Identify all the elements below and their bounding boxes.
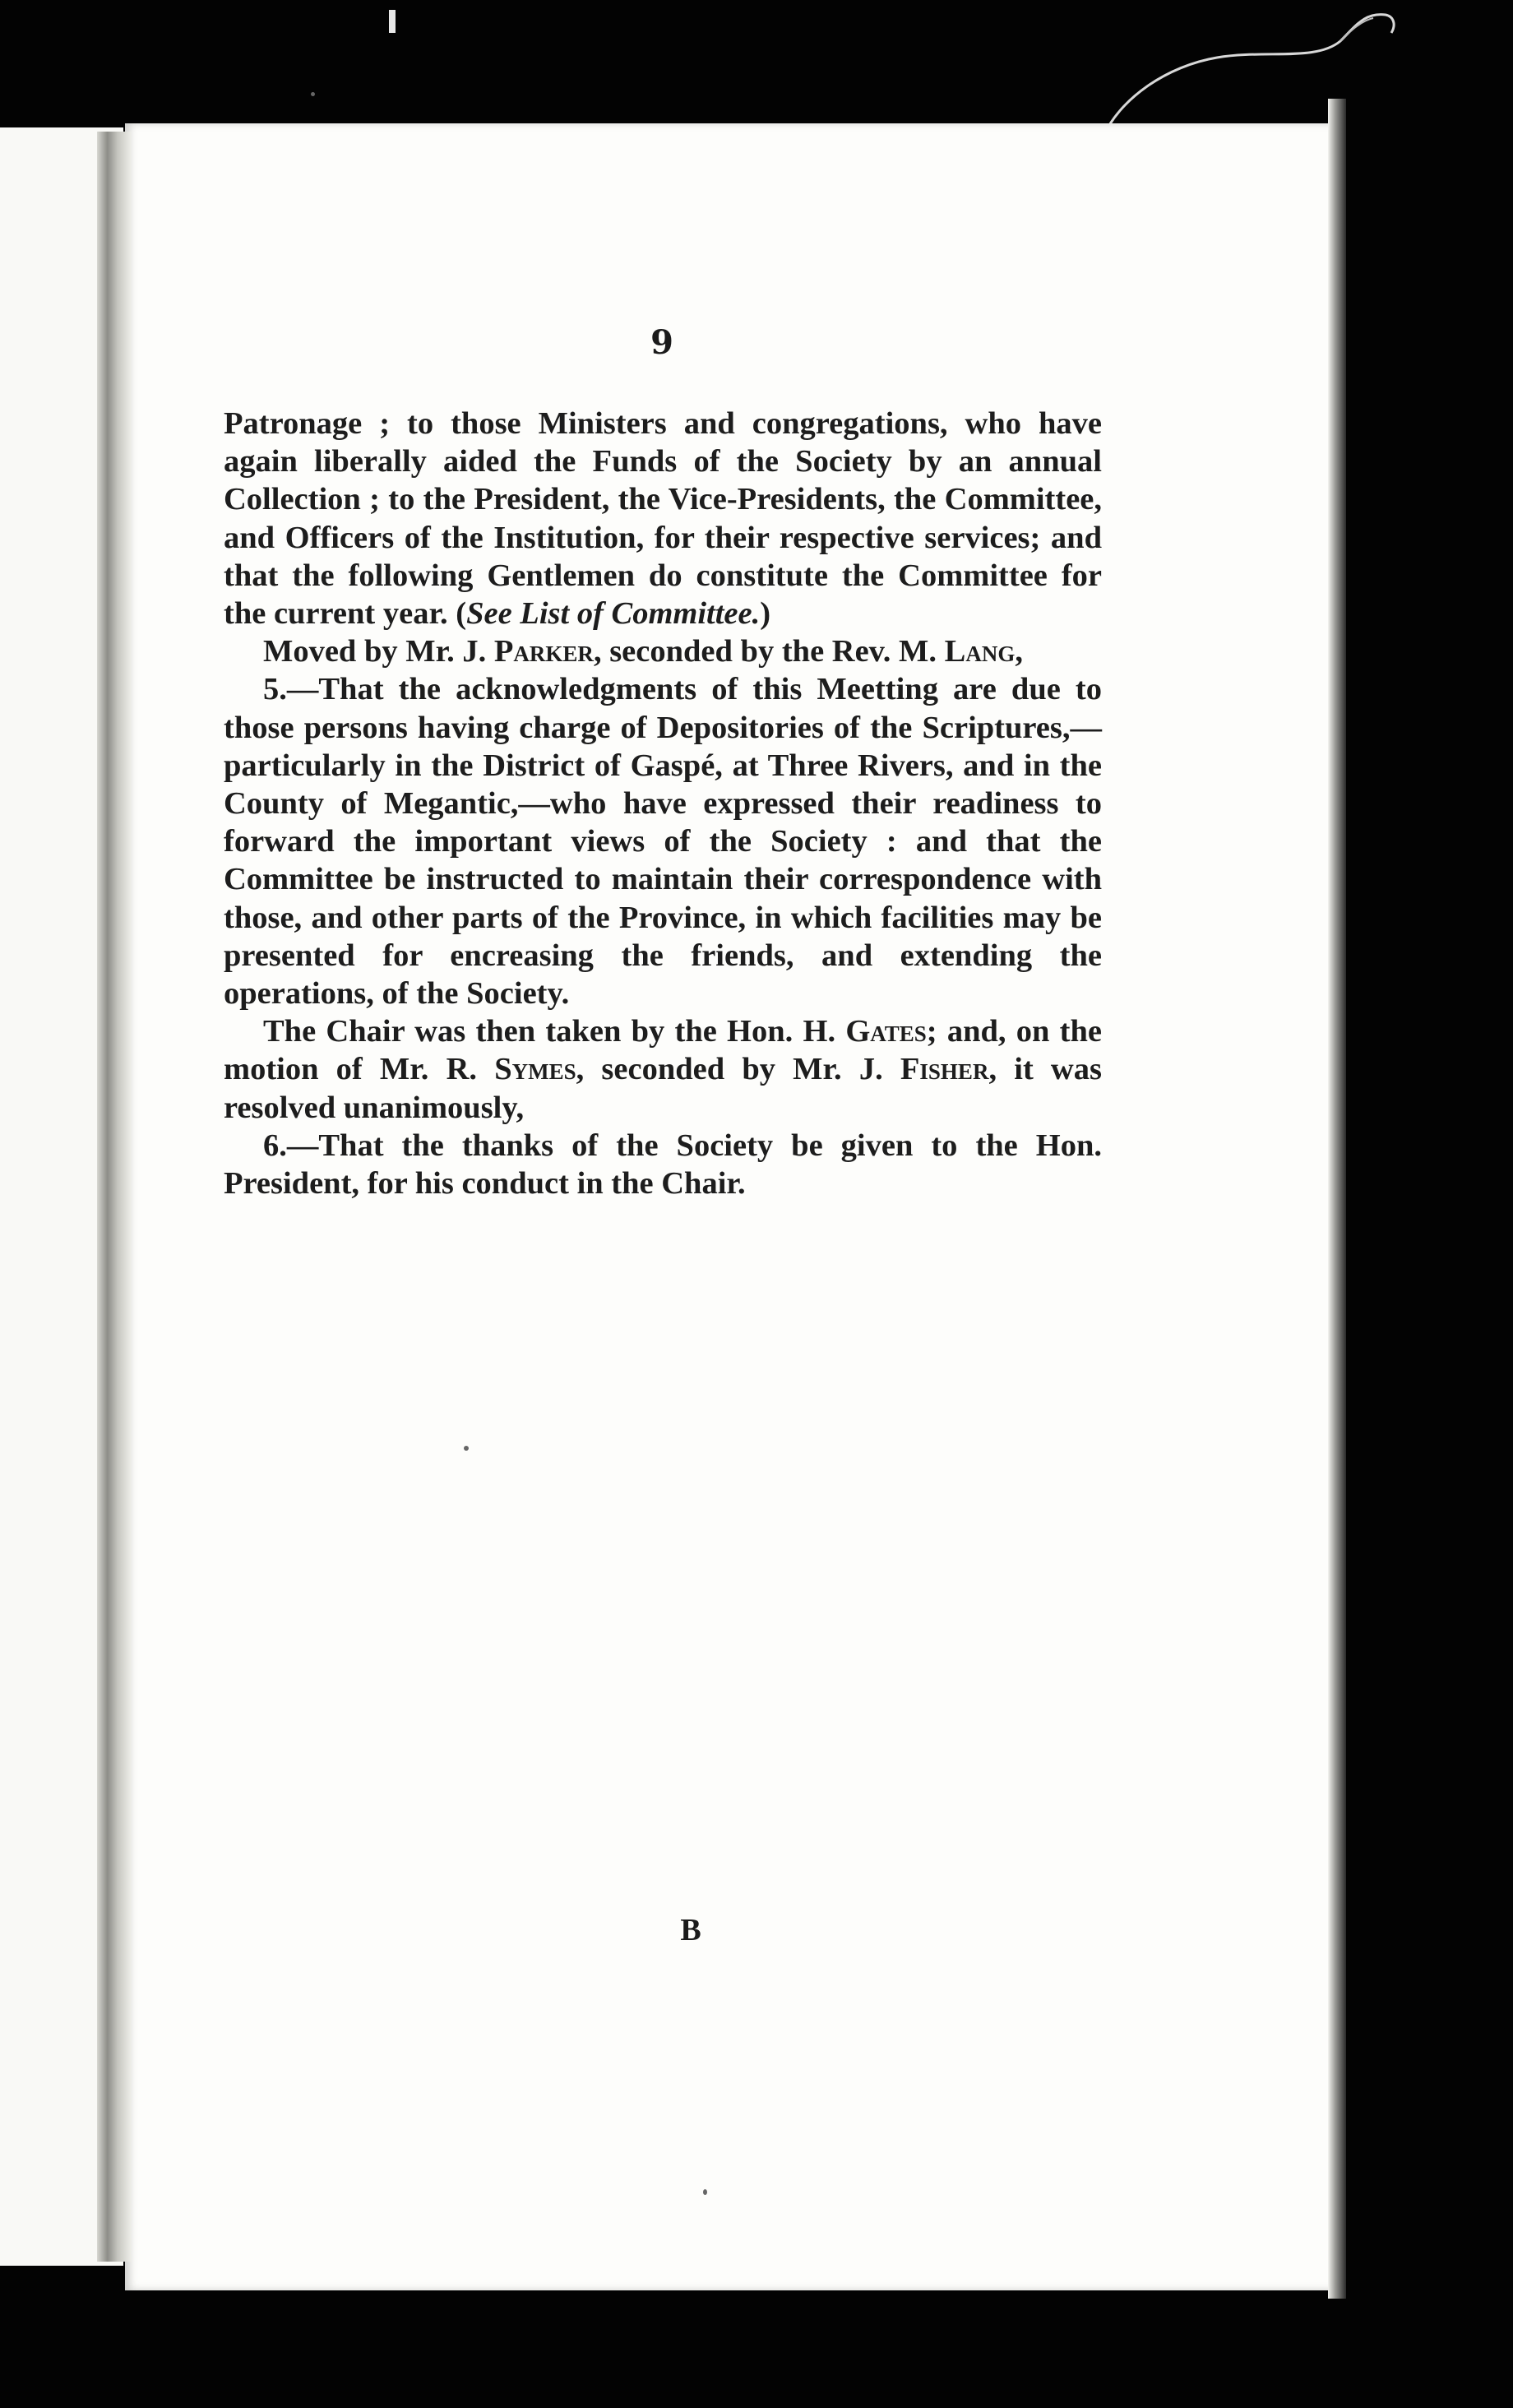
scan-mark — [389, 10, 396, 33]
resolution-5: 5.—That the acknowledgments of this Meetting are due to those persons having charge of Depositories of the Scriptures,—particularly in the District of Gaspé, at Three Rivers, and in the County of Megantic,—who have expressed their readiness to forward the important views of the Society : and that the Committee be instructed to maintain their correspondence with those, and other parts of the Province, in which facilities may be presented for encreasing the friends, and extending the operations, of the Society. — [224, 672, 1102, 1012]
page-number: 9 — [650, 323, 673, 362]
paper-speck — [703, 2189, 707, 2195]
resolution-6: 6.—That the thanks of the Society be given to the Hon. President, for his conduct in the Chair. — [224, 1128, 1102, 1202]
page-edge — [1328, 99, 1346, 2299]
loose-thread-image — [1069, 0, 1414, 140]
paragraph-patronage: Patronage ; to those Ministers and congregations, who have again liberally aided the Funds of the Society by an annual Collection ; to the President, the Vice-Presidents, the Committee, and Officers of the Institution, for their respective services; and that the following Gentlemen do constitute the Committee for the current year. (See List of Committee.) — [224, 406, 1102, 632]
paragraph-chair: The Chair was then taken by the Hon. H. Gates; and, on the motion of Mr. R. Symes, seconded by Mr. J. Fisher, it was resolved unanimously, — [224, 1014, 1102, 1125]
paper-speck — [464, 1446, 469, 1451]
body-text — [224, 405, 1102, 1202]
paper-speck — [311, 92, 315, 96]
signature-mark: B — [680, 1913, 701, 1947]
paragraph-moved-by: Moved by Mr. J. Parker, seconded by the Rev. M. Lang, — [263, 634, 1023, 669]
